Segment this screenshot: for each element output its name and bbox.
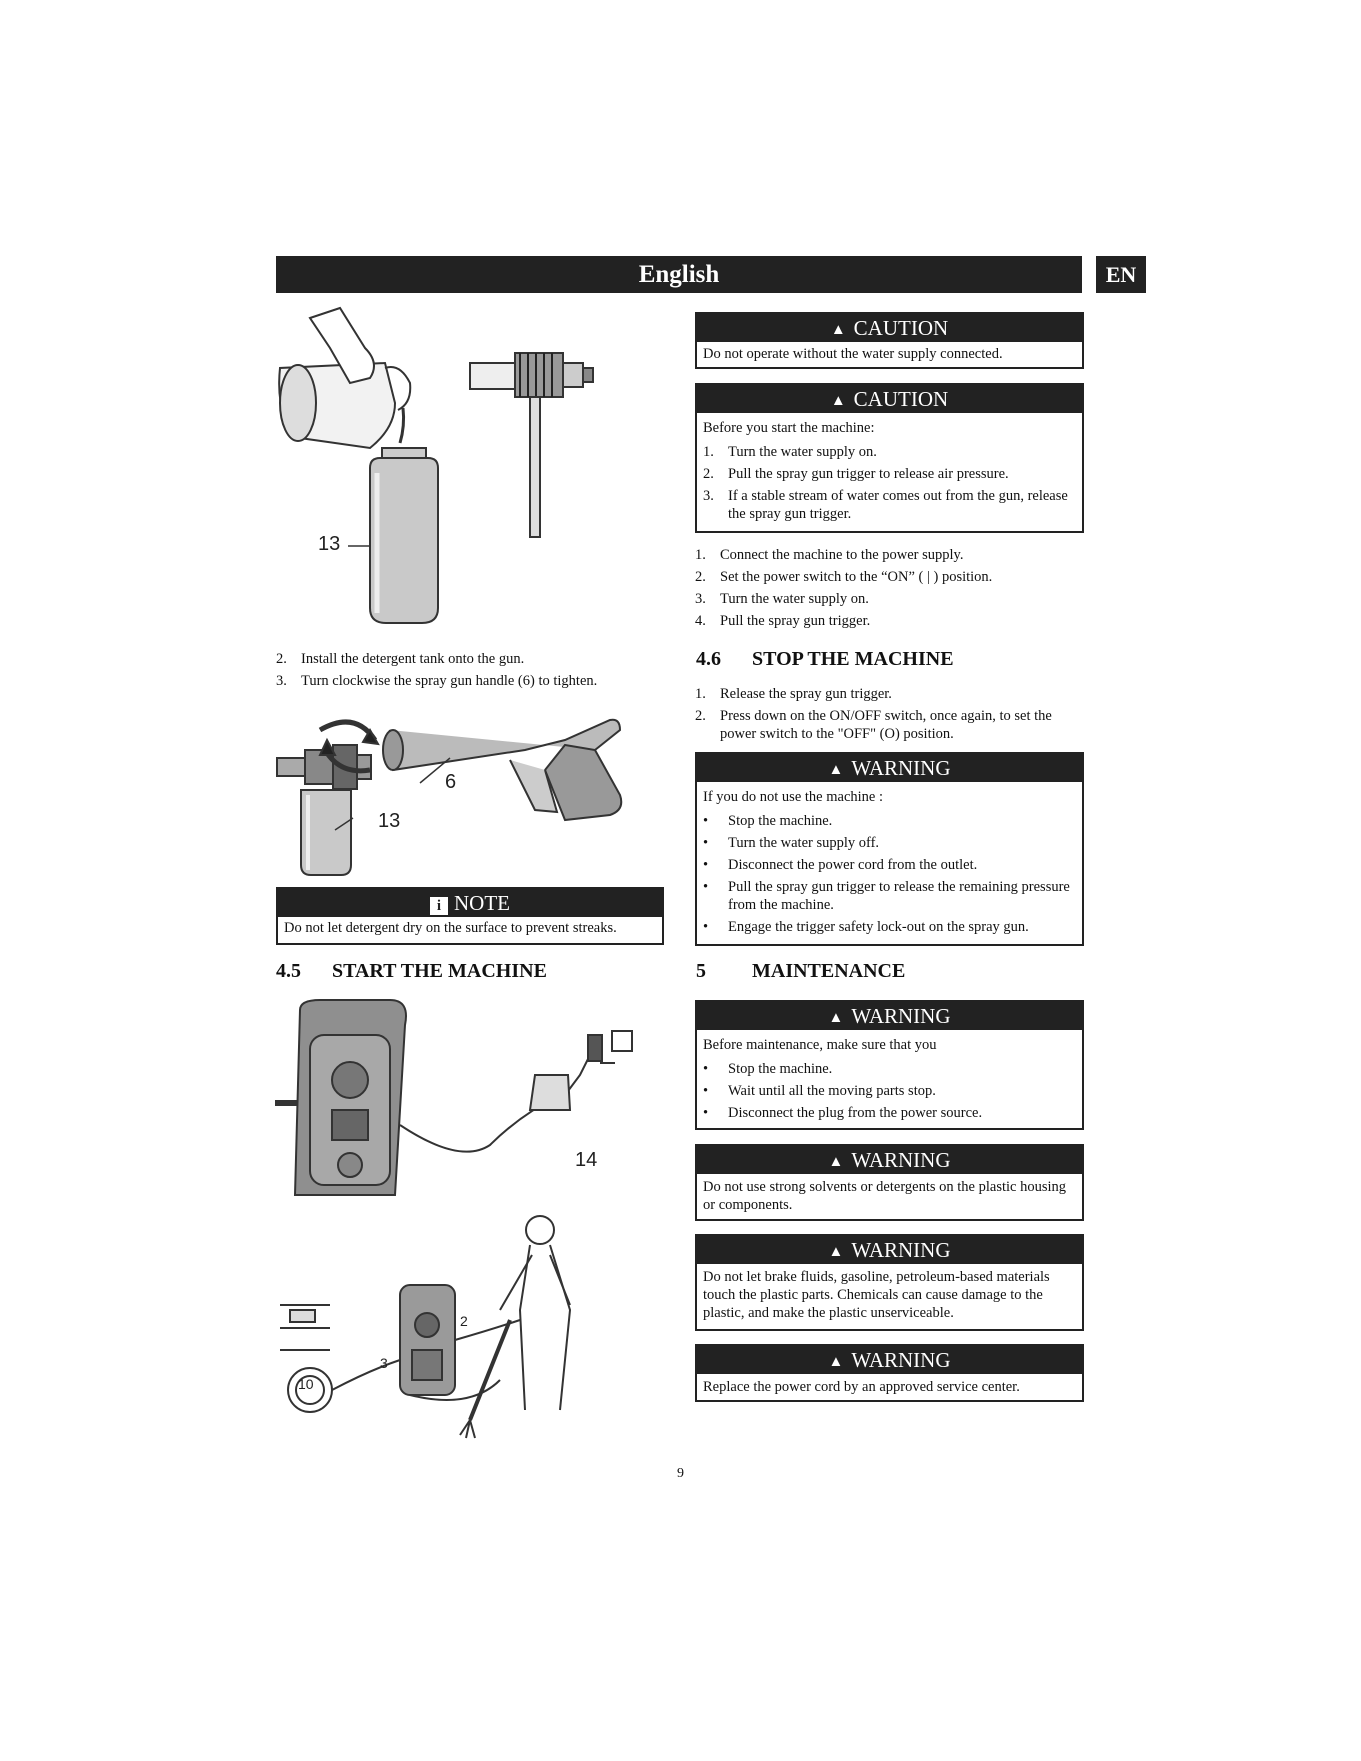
list-item: • Wait until all the moving parts stop.	[703, 1083, 936, 1099]
warning-intro: If you do not use the machine :	[703, 789, 883, 805]
warning-triangle-icon: ▲	[828, 1010, 844, 1026]
caution-box-1	[695, 312, 1084, 369]
page-header: English	[276, 256, 1082, 293]
warning-box-3	[695, 1144, 1084, 1221]
caution-header: ▲ CAUTION	[697, 385, 1082, 413]
start-steps	[695, 546, 1085, 634]
warning-triangle-icon: ▲	[828, 1154, 844, 1170]
callout-switch-2: 2	[460, 1313, 468, 1329]
callout-inlet-3: 3	[380, 1355, 388, 1371]
caution-text: Do not operate without the water supply connected.	[703, 346, 1003, 362]
info-icon: i	[430, 897, 448, 915]
warning-triangle-icon: ▲	[830, 393, 846, 409]
warning-header: ▲ WARNING	[697, 1236, 1082, 1264]
list-item: 1. Turn the water supply on.	[703, 444, 877, 460]
warning-header: ▲ WARNING	[697, 1146, 1082, 1174]
warning-triangle-icon: ▲	[830, 322, 846, 338]
callout-tank-13: 13	[318, 533, 341, 555]
caution-header: ▲ CAUTION	[697, 314, 1082, 342]
figure-detergent-fill	[270, 308, 620, 638]
section-heading-5: 5 MAINTENANCE	[696, 960, 906, 982]
warning-text: Do not let brake fluids, gasoline, petroleum-based materials touch the plastic parts. Chemicals can cause damage to the plastic, and make the plastic unserviceable.	[703, 1269, 1050, 1321]
section-heading-4-6: 4.6 STOP THE MACHINE	[696, 648, 954, 670]
warning-body	[697, 782, 1082, 946]
warning-box-5	[695, 1344, 1084, 1402]
list-item: • Stop the machine.	[703, 813, 833, 829]
list-item: 2. Press down on the ON/OFF switch, once again, to set the power switch to the "OFF" (O) position.	[695, 708, 1052, 742]
list-item: • Stop the machine.	[703, 1061, 833, 1077]
stop-steps	[695, 685, 1085, 747]
warning-box-4	[695, 1234, 1084, 1331]
caution-body	[697, 413, 1082, 533]
list-item: • Pull the spray gun trigger to release the remaining pressure from the machine.	[703, 879, 1070, 913]
figure-gun-assembly	[275, 700, 655, 880]
list-item: 3. If a stable stream of water comes out from the gun, release the spray gun trigger.	[703, 488, 1068, 522]
caution-intro: Before you start the machine:	[703, 420, 875, 436]
warning-header: ▲ WARNING	[697, 1002, 1082, 1030]
warning-header: ▲ WARNING	[697, 1346, 1082, 1374]
list-item: 3. Turn clockwise the spray gun handle (6) to tighten.	[276, 673, 598, 689]
page-number: 9	[677, 1466, 684, 1481]
language-tag: EN	[1096, 256, 1146, 293]
warning-triangle-icon: ▲	[828, 762, 844, 778]
note-box	[276, 887, 664, 945]
list-item: 2. Set the power switch to the “ON” ( | ) position.	[695, 569, 993, 585]
warning-header: ▲ WARNING	[697, 754, 1082, 782]
list-item: 1. Connect the machine to the power supply.	[695, 547, 964, 563]
caution-box-2	[695, 383, 1084, 533]
warning-triangle-icon: ▲	[828, 1244, 844, 1260]
callout-handle-6: 6	[445, 771, 457, 793]
callout-tank-13: 13	[378, 810, 401, 832]
list-item: 2. Pull the spray gun trigger to release air pressure.	[703, 466, 1009, 482]
callout-cord-14: 14	[575, 1149, 598, 1171]
warning-text: Do not use strong solvents or detergents on the plastic housing or components.	[703, 1179, 1066, 1213]
list-item: • Turn the water supply off.	[703, 835, 880, 851]
warning-triangle-icon: ▲	[828, 1354, 844, 1370]
install-steps	[276, 650, 646, 694]
figure-machine-power	[270, 995, 650, 1205]
list-item: • Disconnect the plug from the power source.	[703, 1105, 983, 1121]
list-item: • Disconnect the power cord from the outlet.	[703, 857, 978, 873]
list-item: • Engage the trigger safety lock-out on the spray gun.	[703, 919, 1029, 935]
warning-body	[697, 1030, 1082, 1132]
warning-box-2	[695, 1000, 1084, 1130]
list-item: 3. Turn the water supply on.	[695, 591, 869, 607]
list-item: 1. Release the spray gun trigger.	[695, 686, 892, 702]
list-item: 4. Pull the spray gun trigger.	[695, 613, 871, 629]
callout-hose-10: 10	[298, 1376, 314, 1392]
note-header: i NOTE	[278, 889, 662, 917]
warning-box-1	[695, 752, 1084, 946]
list-item: 2. Install the detergent tank onto the gun.	[276, 651, 525, 667]
warning-text: Replace the power cord by an approved service center.	[703, 1379, 1020, 1395]
note-text: Do not let detergent dry on the surface to prevent streaks.	[284, 920, 617, 936]
section-heading-4-5: 4.5 START THE MACHINE	[276, 960, 547, 982]
warning-intro: Before maintenance, make sure that you	[703, 1037, 937, 1053]
